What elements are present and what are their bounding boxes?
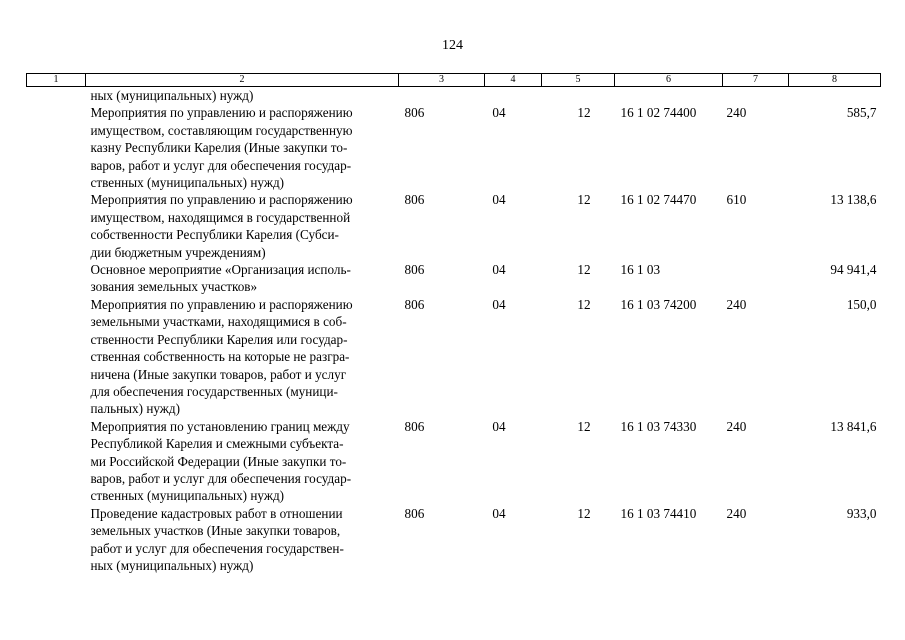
table-row [27, 505, 881, 575]
name-line: ственная собственность на которые не разгра- [90, 349, 350, 365]
table-row [27, 191, 881, 261]
cell-name [86, 104, 399, 191]
column-header-7: 7 [723, 74, 789, 87]
name-line: ничена (Иные закупки товаров, работ и услуг [90, 366, 347, 382]
cell-target-article: 16 1 03 74330 [620, 418, 697, 434]
cell-col1 [27, 296, 86, 418]
cell-expense-type: 240 [726, 418, 747, 434]
name-line: ных (муниципальных) нужд) [90, 557, 254, 573]
cell-section [485, 87, 542, 105]
column-header-1: 1 [27, 74, 86, 87]
column-header-5: 5 [542, 74, 615, 87]
name-line: Основное мероприятие «Организация исполь- [90, 262, 351, 278]
cell-ministry-code: 806 [404, 262, 425, 278]
name-line: дии бюджетным учреждениям) [90, 244, 266, 260]
cell-target-article: 16 1 03 [620, 262, 661, 278]
column-header-4: 4 [485, 74, 542, 87]
cell-col1 [27, 505, 86, 575]
cell-name [86, 191, 399, 261]
cell-ministry-code: 806 [404, 105, 425, 121]
cell-amount: 933,0 [846, 505, 877, 521]
table-row [27, 87, 881, 105]
name-line: Республикой Карелия и смежными субъекта- [90, 436, 344, 452]
cell-subsection: 12 [577, 262, 591, 278]
cell-section: 04 [492, 505, 506, 521]
cell-expense-type: 240 [726, 296, 747, 312]
cell-target-article [615, 87, 723, 105]
cell-amount: 13 841,6 [830, 418, 877, 434]
cell-expense-type: 610 [726, 192, 747, 208]
cell-subsection: 12 [577, 105, 591, 121]
name-line: казну Республики Карелия (Иные закупки то- [90, 140, 348, 156]
cell-col1 [27, 261, 86, 296]
name-line: варов, работ и услуг для обеспечения государ- [90, 157, 352, 173]
name-line: Мероприятия по управлению и распоряжению [90, 192, 353, 208]
name-line: ственных (муниципальных) нужд) [90, 488, 285, 504]
cell-amount [789, 87, 881, 105]
cell-expense-type: 240 [726, 505, 747, 521]
name-line: работ и услуг для обеспечения государствен- [90, 540, 344, 556]
name-line: земельных участков (Иные закупки товаров, [90, 523, 341, 539]
name-line: имуществом, находящимся в государственной [90, 209, 351, 225]
table-body [27, 87, 881, 575]
name-line: имуществом, составляющим государственную [90, 122, 353, 138]
name-line: земельными участками, находящимися в соб- [90, 314, 347, 330]
cell-section: 04 [492, 418, 506, 434]
cell-target-article: 16 1 02 74470 [620, 192, 697, 208]
column-header-3: 3 [399, 74, 485, 87]
cell-section: 04 [492, 105, 506, 121]
cell-name [86, 87, 399, 105]
cell-subsection: 12 [577, 192, 591, 208]
cell-col1 [27, 191, 86, 261]
cell-name [86, 261, 399, 296]
name-line: Мероприятия по управлению и распоряжению [90, 296, 353, 312]
table-row [27, 261, 881, 296]
name-line: ных (муниципальных) нужд) [90, 88, 254, 103]
cell-name [86, 296, 399, 418]
cell-name [86, 418, 399, 505]
cell-target-article: 16 1 03 74410 [620, 505, 697, 521]
cell-section: 04 [492, 192, 506, 208]
cell-col1 [27, 418, 86, 505]
cell-name [86, 505, 399, 575]
cell-section: 04 [492, 262, 506, 278]
column-header-6: 6 [615, 74, 723, 87]
cell-ministry-code: 806 [404, 296, 425, 312]
cell-subsection: 12 [577, 296, 591, 312]
cell-col1 [27, 104, 86, 191]
name-line: пальных) нужд) [90, 401, 181, 417]
cell-ministry-code: 806 [404, 505, 425, 521]
cell-subsection [542, 87, 615, 105]
cell-amount: 150,0 [846, 296, 877, 312]
cell-subsection: 12 [577, 505, 591, 521]
table-header [27, 74, 881, 87]
cell-ministry-code [399, 87, 485, 105]
name-line: Проведение кадастровых работ в отношении [90, 505, 343, 521]
name-line: варов, работ и услуг для обеспечения государ- [90, 470, 352, 486]
cell-ministry-code: 806 [404, 418, 425, 434]
header-row [27, 74, 881, 87]
cell-target-article: 16 1 03 74200 [620, 296, 697, 312]
cell-expense-type [723, 87, 789, 105]
budget-table [26, 73, 881, 574]
cell-target-article: 16 1 02 74400 [620, 105, 697, 121]
cell-ministry-code: 806 [404, 192, 425, 208]
table-row [27, 104, 881, 191]
cell-amount: 585,7 [846, 105, 877, 121]
name-line: для обеспечения государственных (муници- [90, 383, 338, 399]
column-header-8: 8 [789, 74, 881, 87]
cell-expense-type [723, 261, 789, 296]
table-row [27, 418, 881, 505]
name-line: собственности Республики Карелия (Субси- [90, 227, 339, 243]
name-line: ми Российской Федерации (Иные закупки то- [90, 453, 347, 469]
table-row [27, 296, 881, 418]
cell-col1 [27, 87, 86, 105]
cell-expense-type: 240 [726, 105, 747, 121]
name-line: зования земельных участков» [90, 279, 258, 295]
name-line: ственных (муниципальных) нужд) [90, 175, 285, 191]
cell-section: 04 [492, 296, 506, 312]
name-line: Мероприятия по установлению границ между [90, 418, 350, 434]
name-line: Мероприятия по управлению и распоряжению [90, 105, 353, 121]
cell-amount: 94 941,4 [830, 262, 877, 278]
cell-subsection: 12 [577, 418, 591, 434]
column-header-2: 2 [86, 74, 399, 87]
name-line: ственности Республики Карелия или государ- [90, 331, 348, 347]
cell-amount: 13 138,6 [830, 192, 877, 208]
page-number: 124 [442, 38, 463, 53]
